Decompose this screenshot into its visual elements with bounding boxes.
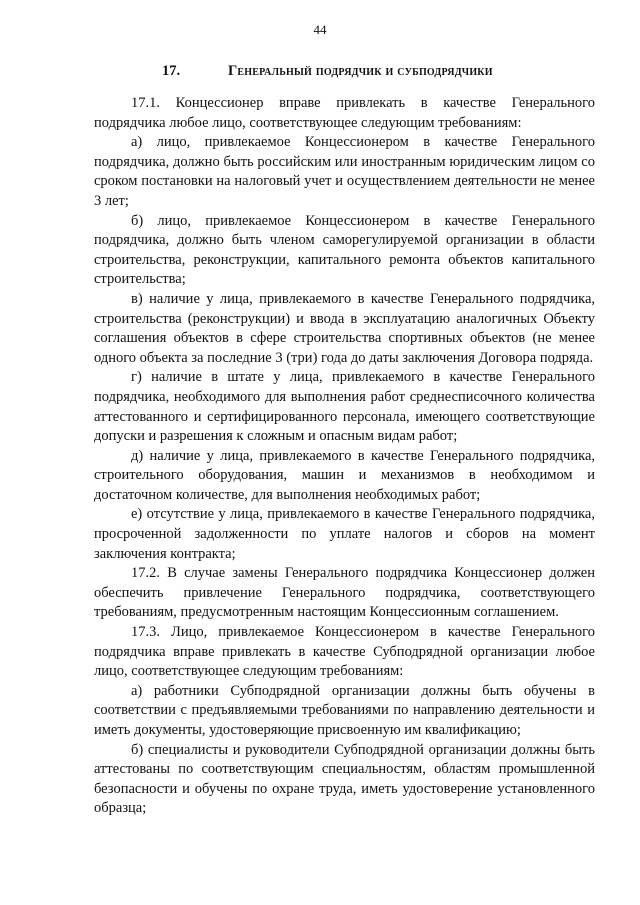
paragraph-17-2: 17.2. В случае замены Генерального подрядчика Концессионер должен обеспечить привлечение Генерального подрядчика, соответствующего требованиям, предусмотренным настоящим Концессионным соглашением. xyxy=(94,565,595,621)
paragraph-17-1-b: б) лицо, привлекаемое Концессионером в качестве Генерального подрядчика, должно быть членом саморегулируемой организации в области строительства, реконструкции, капитального ремонта объектов капитального строительства; xyxy=(94,212,595,288)
document-body xyxy=(94,94,595,819)
page-number: 44 xyxy=(313,22,327,37)
paragraph-17-1-g: г) наличие в штате у лица, привлекаемого в качестве Генерального подрядчика, необходимого для выполнения работ среднесписочного количества аттестованного и сертифицированного персонала, имеющего соответствующие допуски и разрешения к сложным и опасным видам работ; xyxy=(94,369,595,445)
paragraph-17-1: 17.1. Концессионер вправе привлекать в качестве Генерального подрядчика любое лицо, соответствующее следующим требованиям: xyxy=(94,95,595,131)
paragraph-17-3-a: а) работники Субподрядной организации должны быть обучены в соответствии с предъявляемыми требованиями по направлению деятельности и иметь документы, удостоверяющие присвоенную им квалификацию; xyxy=(94,682,595,738)
section-number: 17. xyxy=(162,63,181,79)
section-title: Генеральный подрядчик и субподрядчики xyxy=(228,63,493,79)
paragraph-17-1-e: е) отсутствие у лица, привлекаемого в качестве Генерального подрядчика, просроченной задолженности по уплате налогов и сборов на момент заключения контракта; xyxy=(94,506,595,562)
paragraph-17-3-b: б) специалисты и руководители Субподрядной организации должны быть аттестованы по соответствующим специальностям, областям промышленной безопасности и обучены по охране труда, иметь удостоверение установленного образца; xyxy=(94,741,595,817)
paragraph-17-1-d: д) наличие у лица, привлекаемого в качестве Генерального подрядчика, строительного оборудования, машин и механизмов в необходимом и достаточном количестве, для выполнения необходимых работ; xyxy=(94,447,595,503)
paragraph-17-3: 17.3. Лицо, привлекаемое Концессионером в качестве Генерального подрядчика вправе привлекать в качестве Субподрядной организации любое лицо, соответствующее следующим требованиям: xyxy=(94,624,595,680)
paragraph-17-1-v: в) наличие у лица, привлекаемого в качестве Генерального подрядчика, строительства (реконструкции) и ввода в эксплуатацию аналогичных Объекту соглашения объектов в сфере строительства спортивных объектов (не менее одного объекта за последние 3 (три) года до даты заключения Договора подряда. xyxy=(94,290,595,366)
paragraph-17-1-a: а) лицо, привлекаемое Концессионером в качестве Генерального подрядчика, должно быть российским или иностранным юридическим лицом со сроком постановки на налоговый учет и осуществлением деятельности не менее 3 лет; xyxy=(94,134,595,209)
